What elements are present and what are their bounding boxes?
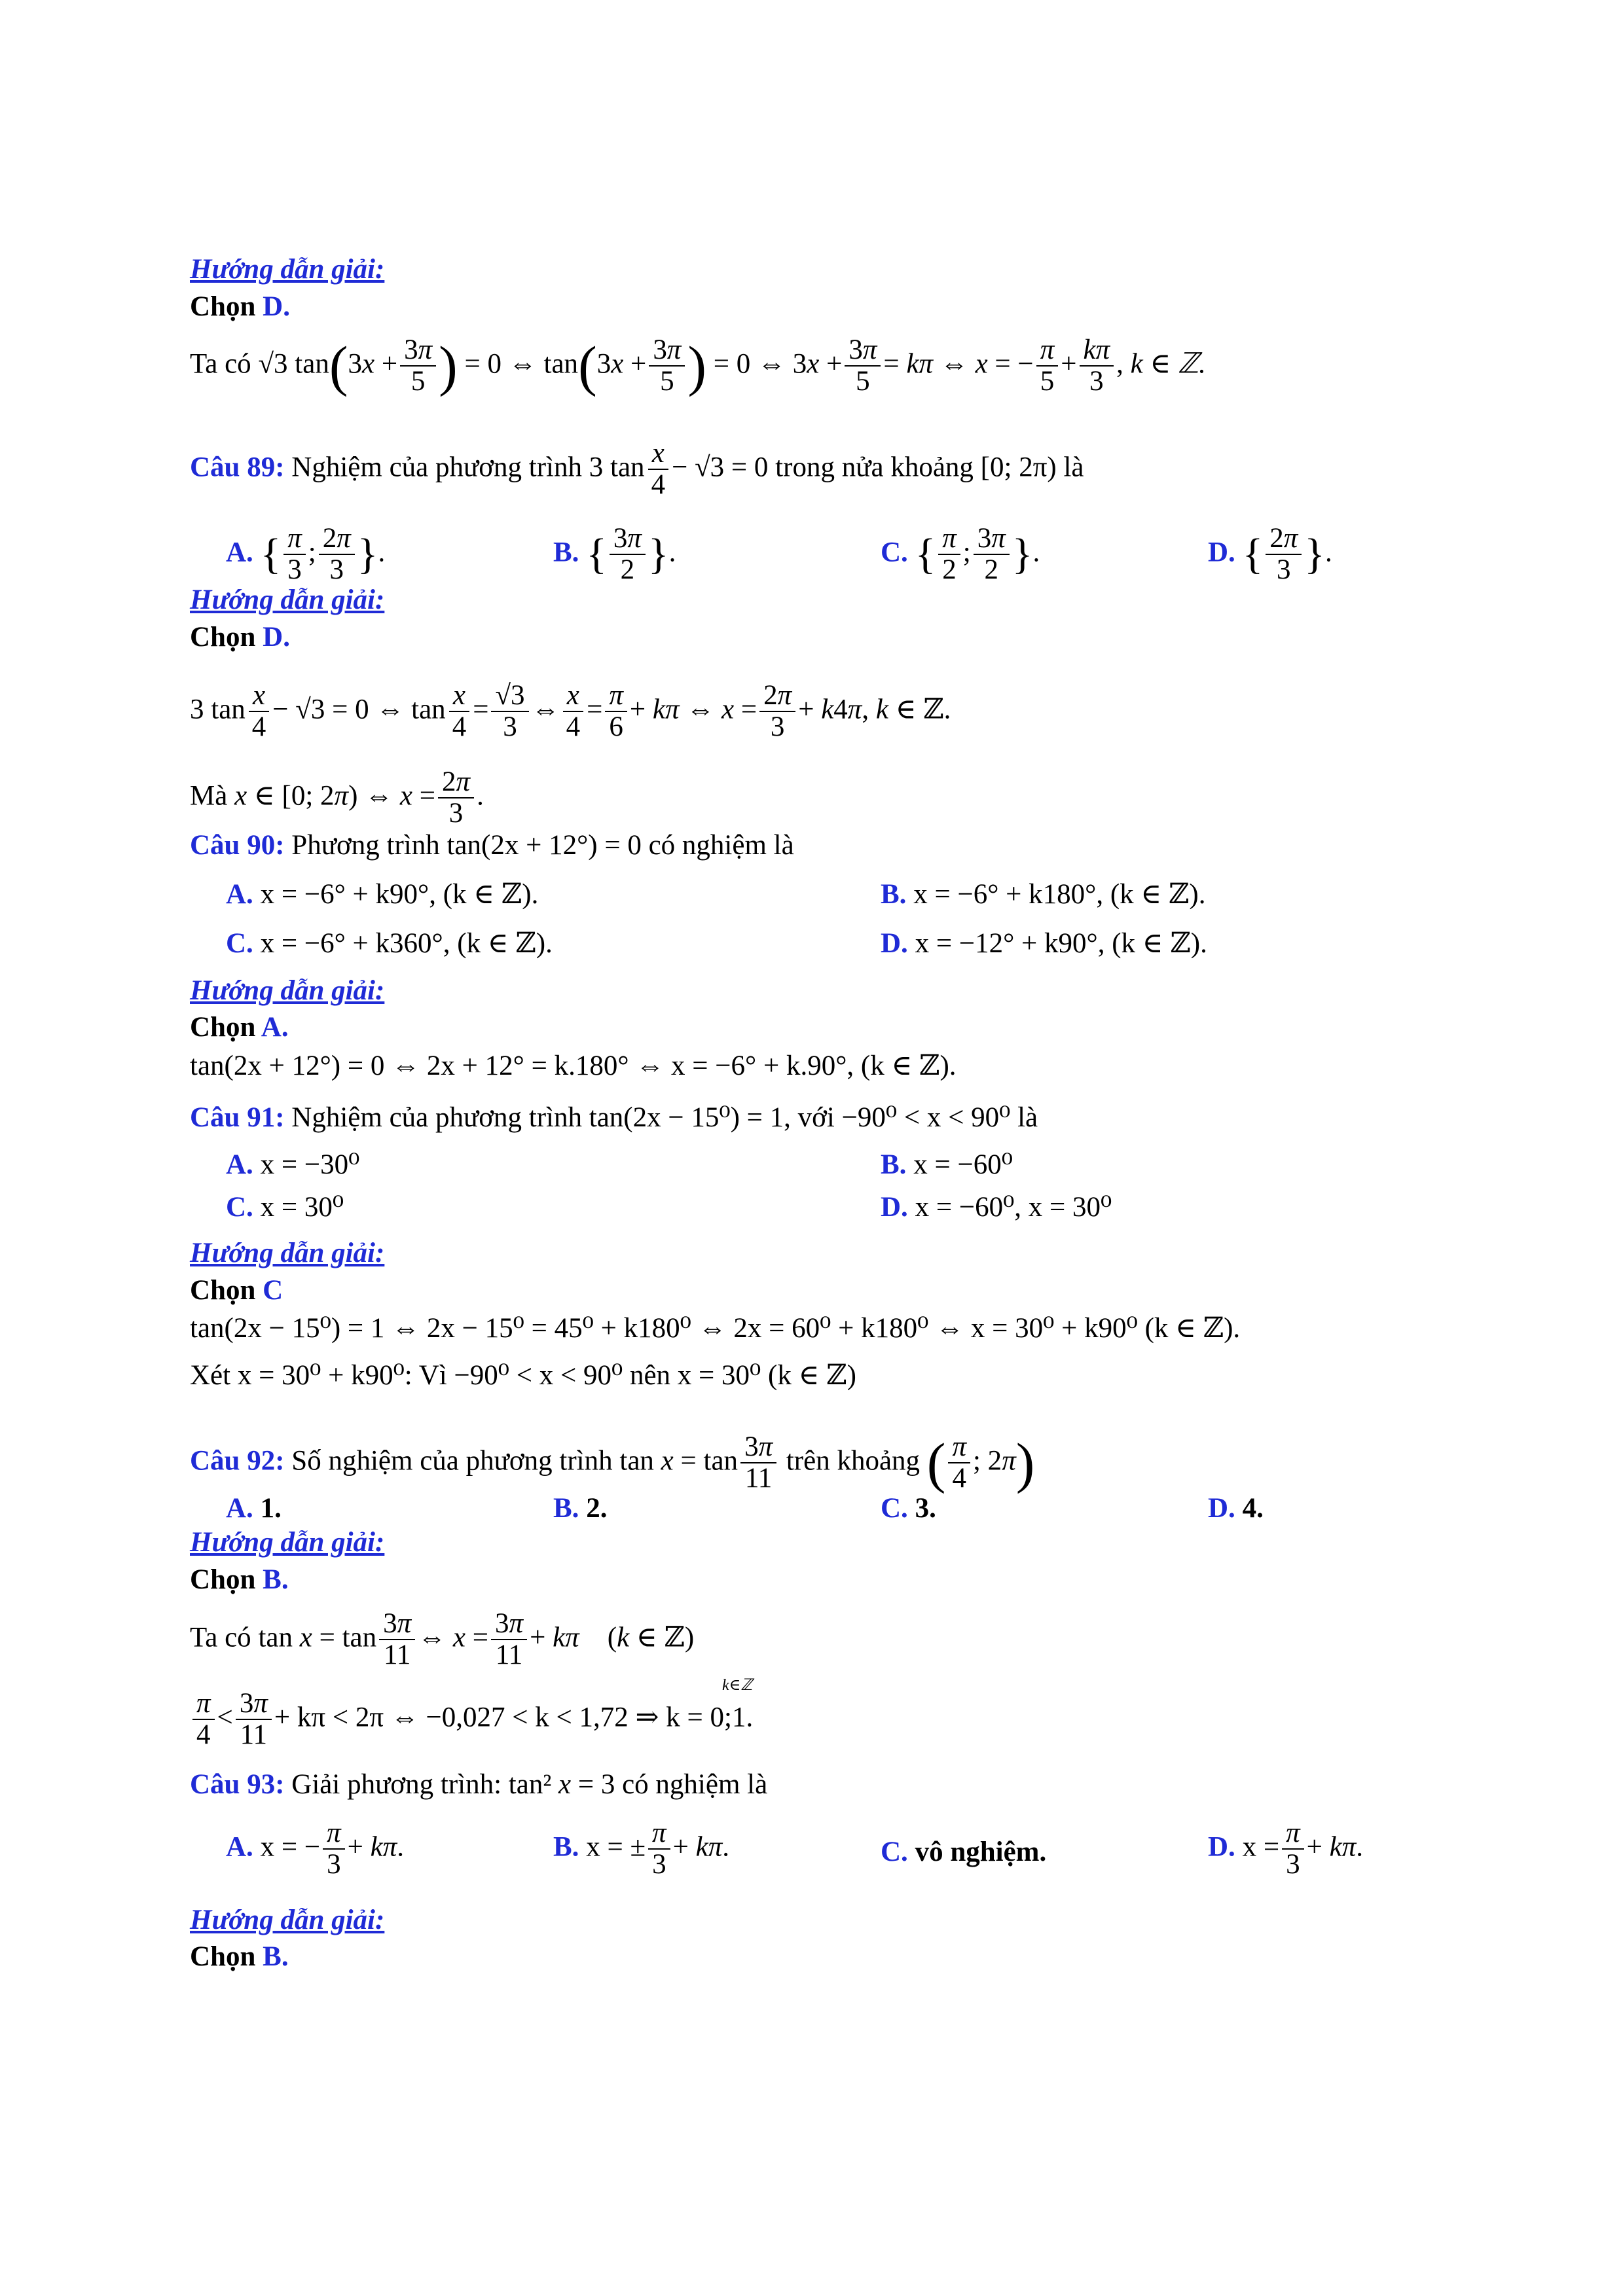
q91-option-d[interactable]: D. x = −60⁰, x = 30⁰: [881, 1192, 1112, 1223]
q91-solution-line-1: tan(2x − 15⁰) = 1 ⇔ 2x − 15⁰ = 45⁰ + k180⁰ ⇔ 2x = 60⁰ + k180⁰ ⇔ x = 30⁰ + k90⁰ (k ∈ ℤ).: [190, 1313, 1241, 1344]
solution-heading: Hướng dẫn giải:: [190, 1527, 385, 1558]
q90-option-d[interactable]: D. x = −12° + k90°, (k ∈ ℤ).: [881, 928, 1207, 959]
q89-option-c[interactable]: C. { $\frac{\pi}{2}$ ; $\frac{3\pi}{2}$ }.: [881, 523, 1040, 586]
q89-option-b[interactable]: B. { $\frac{3\pi}{2}$ }.: [553, 523, 676, 586]
solution-heading: Hướng dẫn giải:: [190, 254, 385, 285]
q90-option-c[interactable]: C. x = −6° + k360°, (k ∈ ℤ).: [226, 928, 553, 959]
question-92: Câu 92: Số nghiệm của phương trình tan x = tan $\frac{3\pi}{11}$ trên khoảng ( $\frac{\pi}{4}$ ; 2π): [190, 1431, 1035, 1495]
question-93: Câu 93: Giải phương trình: tan² x = 3 có nghiệm là: [190, 1769, 768, 1800]
q92-option-c[interactable]: C. 3.: [881, 1493, 936, 1524]
chosen-answer: Chọn D.: [190, 291, 290, 322]
chosen-answer: Chọn D.: [190, 622, 290, 653]
q89-option-a[interactable]: A. { $\frac{\pi}{3}$ ; $\frac{2\pi}{3}$ }.: [226, 523, 386, 586]
q90-solution-line: tan(2x + 12°) = 0 ⇔ 2x + 12° = k.180° ⇔ x = −6° + k.90°, (k ∈ ℤ).: [190, 1050, 957, 1081]
chosen-answer: Chọn C: [190, 1275, 283, 1306]
q91-solution-line-2: Xét x = 30⁰ + k90⁰: Vì −90⁰ < x < 90⁰ nên x = 30⁰ (k ∈ ℤ): [190, 1360, 856, 1391]
q92-solution-line-1: Ta có tan x = tan $\frac{3\pi}{11}$ ⇔ x = $\frac{3\pi}{11}$ + kπ (k ∈ ℤ): [190, 1608, 695, 1671]
q91-option-a[interactable]: A. x = −30⁰: [226, 1149, 360, 1180]
q89-solution-line-1: 3 tan $\frac{x}{4}$ − √3 = 0 ⇔ tan $\frac{x}{4}$ = $\frac{√3}{3}$ ⇔ $\frac{x}{4}$ = $\frac{\pi}{6}$ + kπ ⇔ x = $\frac{2\pi}{3}$ + k4π, k ∈ ℤ.: [190, 680, 951, 743]
q92-option-b[interactable]: B. 2.: [553, 1493, 608, 1524]
q93-option-c[interactable]: C. vô nghiệm.: [881, 1837, 1047, 1867]
q92-option-d[interactable]: D. 4.: [1208, 1493, 1264, 1524]
solution-heading: Hướng dẫn giải:: [190, 1905, 385, 1935]
q93-option-b[interactable]: B. x = ± $\frac{\pi}{3}$ + kπ.: [553, 1818, 729, 1880]
q92-option-a[interactable]: A. 1.: [226, 1493, 282, 1524]
q93-option-a[interactable]: A. x = − $\frac{\pi}{3}$ + kπ.: [226, 1818, 405, 1880]
solution-heading: Hướng dẫn giải:: [190, 1238, 385, 1268]
chosen-answer: Chọn A.: [190, 1012, 289, 1043]
question-91: Câu 91: Nghiệm của phương trình tan(2x − 15⁰) = 1, với −90⁰ < x < 90⁰ là: [190, 1102, 1038, 1133]
q89-option-d[interactable]: D. { $\frac{2\pi}{3}$ }.: [1208, 523, 1332, 586]
q93-option-d[interactable]: D. x = $\frac{\pi}{3}$ + kπ.: [1208, 1818, 1364, 1880]
solution-heading: Hướng dẫn giải:: [190, 975, 385, 1006]
chosen-answer: Chọn B.: [190, 1564, 289, 1595]
q91-option-c[interactable]: C. x = 30⁰: [226, 1192, 344, 1223]
q91-option-b[interactable]: B. x = −60⁰: [881, 1149, 1013, 1180]
solution-heading: Hướng dẫn giải:: [190, 584, 385, 615]
q90-option-a[interactable]: A. x = −6° + k90°, (k ∈ ℤ).: [226, 879, 539, 910]
q88-solution-line: Ta có √3 tan(3x + $\frac{3\pi}{5}$ ) = 0 ⇔ tan(3x + $\frac{3\pi}{5}$ ) = 0 ⇔ 3x + $\frac{3\pi}{5}$ = kπ ⇔ x = − $\frac{\pi}{5}$ + $\frac{k\pi}{3}$ , k ∈ ℤ.: [190, 334, 1206, 398]
q90-option-b[interactable]: B. x = −6° + k180°, (k ∈ ℤ).: [881, 879, 1206, 910]
chosen-answer: Chọn B.: [190, 1941, 289, 1972]
q92-solution-line-2: $\frac{\pi}{4}$ < $\frac{3\pi}{11}$ + kπ < 2π ⇔ −0,027 < k < 1,72 ⇒ k = 0;1.: [190, 1689, 753, 1751]
q92-kz-annotation: k∈ℤ: [722, 1677, 753, 1694]
question-90: Câu 90: Phương trình tan(2x + 12°) = 0 có nghiệm là: [190, 830, 794, 861]
question-89: Câu 89: Nghiệm của phương trình 3 tan $\frac{x}{4}$ − √3 = 0 trong nửa khoảng [0; 2π) là: [190, 438, 1084, 501]
q89-solution-line-2: Mà x ∈ [0; 2π) ⇔ x = $\frac{2\pi}{3}$ .: [190, 766, 484, 829]
